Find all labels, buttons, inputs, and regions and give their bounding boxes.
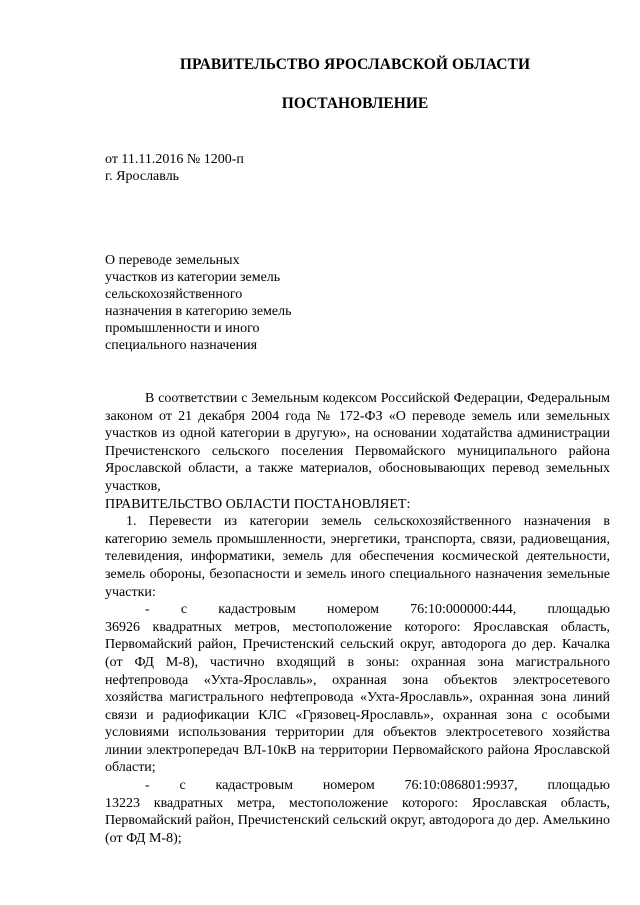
item-1-paragraph: 1. Перевести из категории земель сельскохозяйственного назначения в категорию земель промышленности, энергетики, транспорта, связи, радиовещания, телевидения, информатики, земель для обеспечения космической деятельности, земель обороны, безопасности и земель иного специального назначения земельные участки:: [105, 514, 610, 600]
subject-line: промышленности и иного: [105, 321, 260, 336]
government-heading: ПРАВИТЕЛЬСТВО ЯРОСЛАВСКОЙ ОБЛАСТИ: [179, 56, 531, 73]
subject-line: О переводе земельных: [105, 253, 240, 268]
cadastral-number: 76:10:086801:9937,: [404, 778, 518, 794]
document-body: [105, 390, 610, 847]
date-number: от 11.11.2016 № 1200-п: [105, 152, 244, 167]
parcel-word: площадью: [547, 778, 610, 794]
document-type-heading: ПОСТАНОВЛЕНИЕ: [281, 95, 429, 112]
subject-line: специального назначения: [105, 338, 258, 353]
cadastral-number: 76:10:000000:444,: [410, 602, 517, 618]
parcel-2: [105, 777, 610, 847]
parcel-word: кадастровым: [215, 778, 294, 794]
parcel-2-description: 13223 квадратных метра, местоположение которого: Ярославская область, Первомайский район, Пречистенский сельский округ, автодорога до дер. Амелькино (от ФД М-8);: [105, 795, 610, 846]
subject-line: назначения в категорию земель: [105, 304, 292, 319]
parcel-word: площадью: [547, 602, 610, 618]
parcel-word: с: [179, 778, 186, 794]
parcel-dash: -: [145, 602, 150, 618]
document-meta: [105, 151, 244, 185]
parcel-2-first-line: [105, 777, 610, 795]
parcel-1-first-line: [105, 601, 610, 619]
parcel-word: номером: [322, 778, 375, 794]
parcel-word: кадастровым: [218, 602, 296, 618]
preamble-paragraph: В соответствии с Земельным кодексом Российской Федерации, Федеральным законом от 21 декабря 2004 года № 172-ФЗ «О переводе земель или земельных участков из одной категории в другую», на основании ходатайства администрации Пречистенского сельского поселения Первомайского муниципального района Ярославской области, а также материалов, обосновывающих перевод земельных участков,: [105, 391, 610, 494]
parcel-word: номером: [327, 602, 379, 618]
resolution-clause: ПРАВИТЕЛЬСТВО ОБЛАСТИ ПОСТАНОВЛЯЕТ:: [105, 496, 411, 512]
city: г. Ярославль: [105, 169, 180, 184]
subject-line: участков из категории земель: [105, 270, 281, 285]
parcel-1-description: 36926 квадратных метров, местоположение которого: Ярославская область, Первомайский район, Пречистенский сельский округ, автодорога до дер. Качалка (от ФД М-8), частично входящий в зоны: охранная зона магистрального нефтепровода «Ухта-Ярославль», охранная зона объектов электросетевого хозяйства магистрального нефтепровода «Ухта-Ярославль», охранная зона линий связи и радиофикации КЛС «Грязовец-Ярославль», охранная зона с особыми условиями использования территории для объектов электросетевого хозяйства линии электропередач ВЛ-10кВ на территории Первомайского района Ярославской области;: [105, 619, 610, 776]
subject-line: сельскохозяйственного: [105, 287, 243, 302]
parcel-1: [105, 601, 610, 777]
document-subject: [105, 252, 345, 354]
parcel-dash: -: [145, 778, 150, 794]
parcel-word: с: [180, 602, 188, 618]
